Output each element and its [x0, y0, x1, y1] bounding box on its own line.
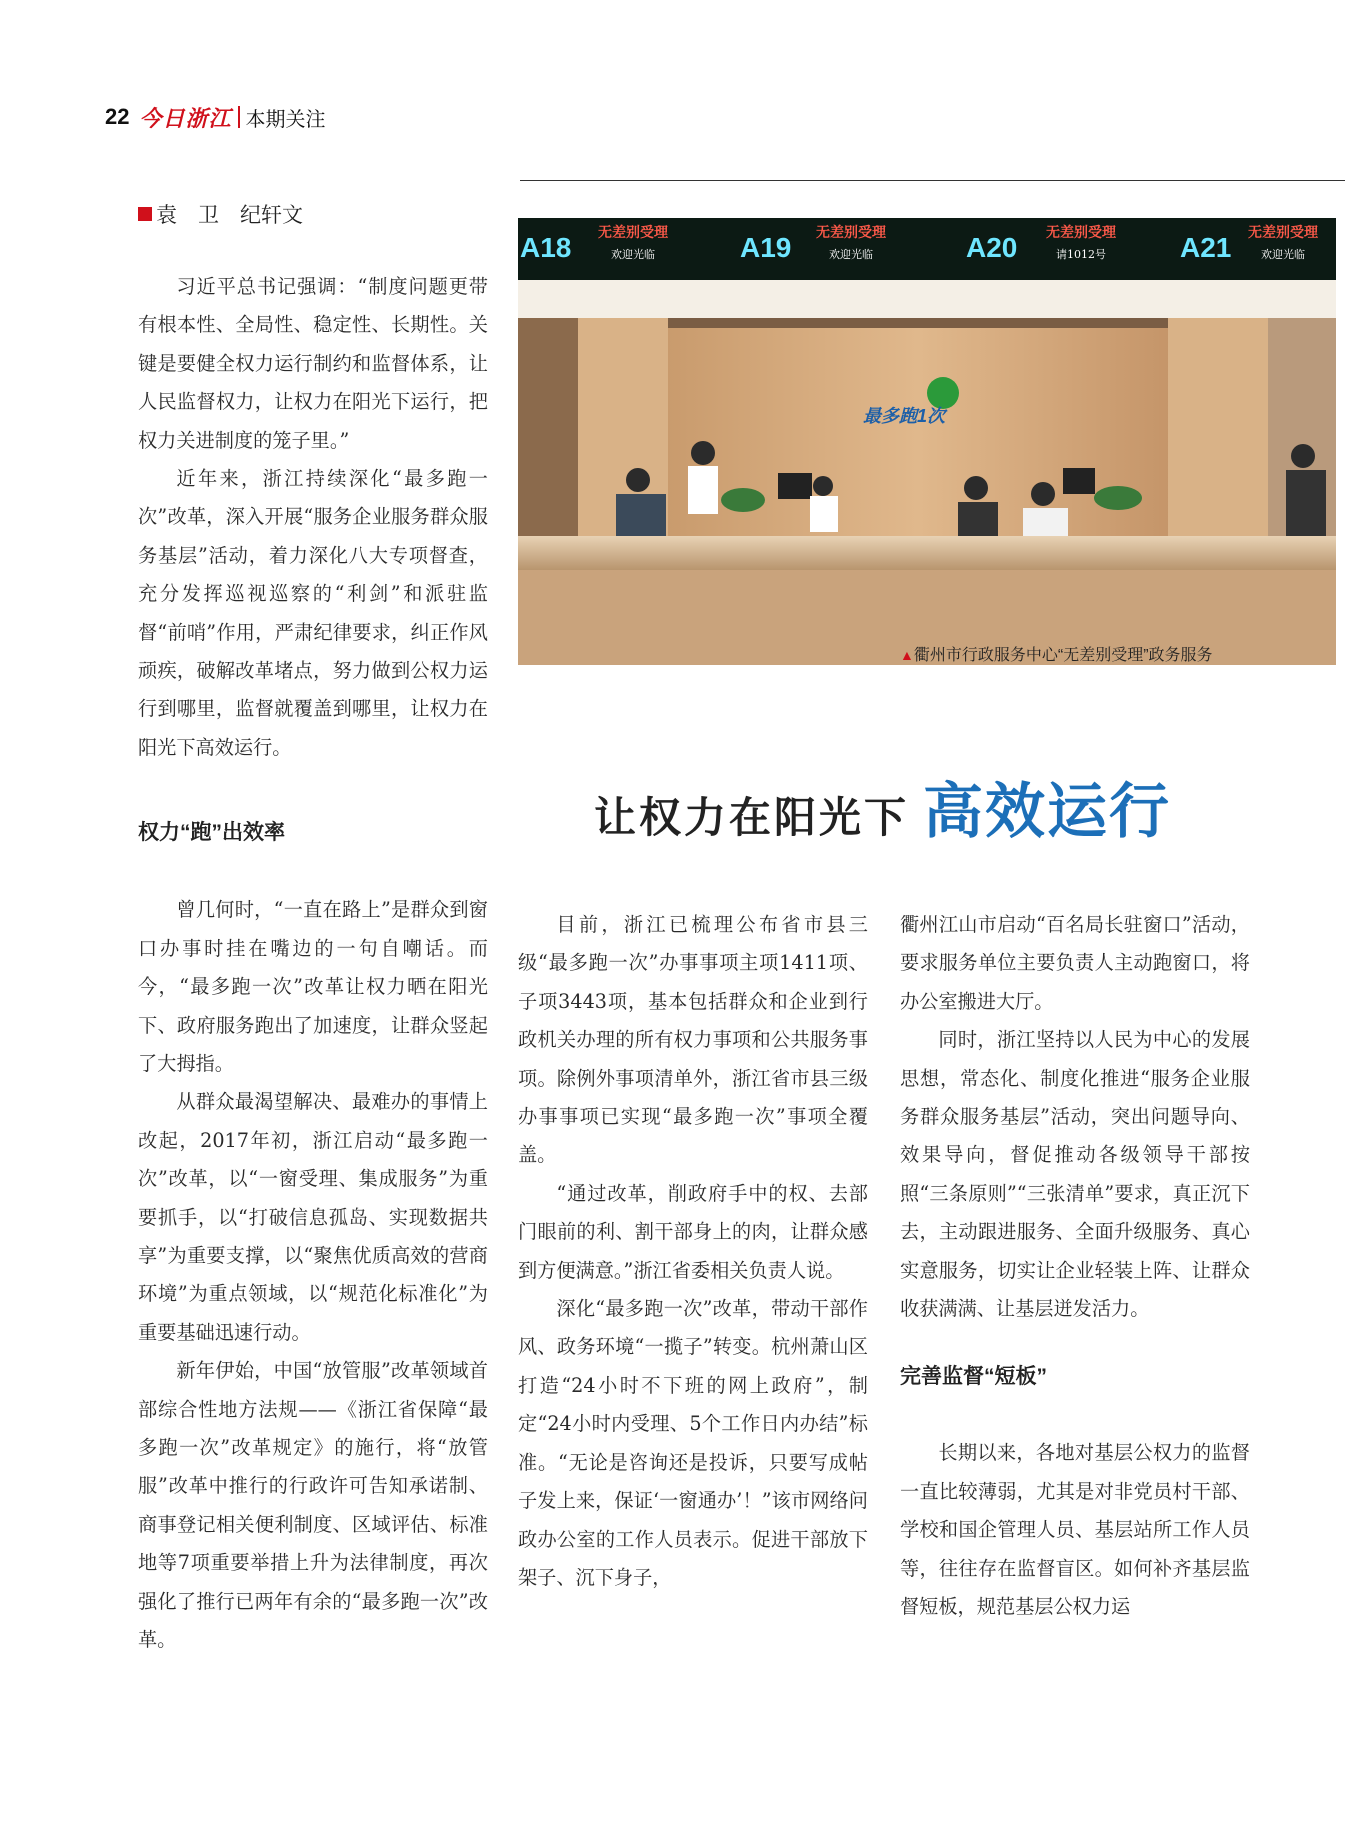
- window-code: A21: [1180, 232, 1232, 263]
- window-label: [1046, 222, 1116, 262]
- paragraph: 同时，浙江坚持以人民为中心的发展思想，常态化、制度化推进“服务企业服务群众服务基层”活动，突出问题导向、效果导向，督促推动各级领导干部按照“三条原则”“三张清单”要求，真正沉下去，主动跟进服务、全面升级服务、真心实意服务，切实让企业轻装上阵、让群众收获满满、让基层迸发活力。: [900, 1028, 1250, 1321]
- window-sub-text: 欢迎光临: [1261, 248, 1305, 261]
- byline: [138, 199, 303, 229]
- service-hall-illustration: [518, 218, 1336, 665]
- window-label: [598, 222, 668, 262]
- paragraph: “通过改革，削政府手中的权、去部门眼前的利、割干部身上的肉，让群众感到方便满意。”浙江省委相关负责人说。: [518, 1181, 868, 1282]
- page-number: 22: [105, 104, 130, 129]
- article-title: [594, 764, 1171, 850]
- title-part-1: 让权力在阳光下: [594, 793, 910, 842]
- magazine-logo: 今日浙江: [139, 105, 232, 132]
- window-label: [816, 222, 886, 262]
- title-part-2: 高效运行: [923, 778, 1172, 845]
- column-name: 本期关注: [245, 108, 326, 131]
- window-sign: [966, 232, 1017, 264]
- triangle-icon: ▲: [900, 647, 914, 663]
- paragraph: 习近平总书记强调：“制度问题更带有根本性、全局性、稳定性、长期性。关键是要健全权力运行制约和监督体系，让人民监督权力，让权力在阳光下运行，把权力关进制度的笼子里。”: [138, 275, 488, 452]
- top-rule: [520, 180, 1345, 181]
- window-sign-list: [518, 218, 1336, 280]
- article-photo: [518, 218, 1336, 665]
- window-sign: [1180, 232, 1231, 264]
- window-label-text: 无差别受理: [816, 225, 886, 241]
- window-label-text: 无差别受理: [1248, 225, 1318, 241]
- wall-logo: 最多跑1次: [863, 406, 946, 426]
- window-sub-text: 请1012号: [1056, 248, 1106, 261]
- column-2: [518, 906, 868, 1597]
- paragraph: 新年伊始，中国“放管服”改革领域首部综合性地方法规——《浙江省保障“最多跑一次”改革规定》的施行，将“放管服”改革中推行的行政许可告知承诺制、商事登记相关便利制度、区域评估、标准地等7项重要举措上升为法律制度，再次强化了推行已两年有余的“最多跑一次”改革。: [138, 1359, 488, 1651]
- window-code: A18: [520, 232, 572, 263]
- byline-text: 袁 卫 纪轩文: [156, 204, 303, 227]
- paragraph: 从群众最渴望解决、最难办的事情上改起，2017年初，浙江启动“最多跑一次”改革，以“一窗受理、集成服务”为重要抓手，以“打破信息孤岛、实现数据共享”为重要支撑，以“聚焦优质高效的营商环境”为重点领域，以“规范化标准化”为重要基础迅速行动。: [138, 1090, 488, 1344]
- paragraph: 曾几何时，“一直在路上”是群众到窗口办事时挂在嘴边的一句自嘲话。而今，“最多跑一次”改革让权力晒在阳光下、政府服务跑出了加速度，让群众竖起了大拇指。: [138, 898, 488, 1075]
- window-label-text: 无差别受理: [1046, 225, 1116, 241]
- window-sub-text: 欢迎光临: [829, 248, 873, 261]
- section-heading: 权力“跑”出效率: [138, 821, 285, 845]
- paragraph: 衢州江山市启动“百名局长驻窗口”活动，要求服务单位主要负责人主动跑窗口，将办公室搬进大厅。: [900, 913, 1250, 1013]
- window-code: A19: [740, 232, 792, 263]
- paragraph: 近年来，浙江持续深化“最多跑一次”改革，深入开展“服务企业服务群众服务基层”活动，着力深化八大专项督查，充分发挥巡视巡察的“利剑”和派驻监督“前哨”作用，严肃纪律要求，纠正作风顽疾，破解改革堵点，努力做到公权力运行到哪里，监督就覆盖到哪里，让权力在阳光下高效运行。: [138, 467, 488, 759]
- window-label-text: 无差别受理: [598, 225, 668, 241]
- column-3: [900, 906, 1250, 1627]
- window-sign: [740, 232, 791, 264]
- window-sub-text: 欢迎光临: [611, 248, 655, 261]
- paragraph: 长期以来，各地对基层公权力的监督一直比较薄弱，尤其是对非党员村干部、学校和国企管理人员、基层站所工作人员等，往往存在监督盲区。如何补齐基层监督短板，规范基层公权力运: [900, 1441, 1250, 1619]
- photo-caption: [900, 642, 1213, 665]
- column-1: [138, 268, 488, 1659]
- window-code: A20: [966, 232, 1018, 263]
- window-label: [1248, 222, 1318, 262]
- header-divider: [238, 106, 240, 128]
- red-square-icon: [138, 207, 152, 221]
- paragraph: 深化“最多跑一次”改革，带动干部作风、政务环境“一揽子”转变。杭州萧山区打造“24小时不下班的网上政府”，制定“24小时内受理、5个工作日内办结”标准。“无论是咨询还是投诉，只要写成帖子发上来，保证‘一窗通办’！”该市网络问政办公室的工作人员表示。促进干部放下架子、沉下身子，: [518, 1297, 868, 1589]
- section-heading: 完善监督“短板”: [900, 1365, 1047, 1389]
- caption-text: 衢州市行政服务中心“无差别受理”政务服务: [913, 647, 1213, 664]
- paragraph: 目前，浙江已梳理公布省市县三级“最多跑一次”办事事项主项1411项、子项3443项，基本包括群众和企业到行政机关办理的所有权力事项和公共服务事项。除例外事项清单外，浙江省市县三级办事事项已实现“最多跑一次”事项全覆盖。: [518, 913, 868, 1167]
- window-sign: [520, 232, 571, 264]
- page-header: [105, 102, 326, 132]
